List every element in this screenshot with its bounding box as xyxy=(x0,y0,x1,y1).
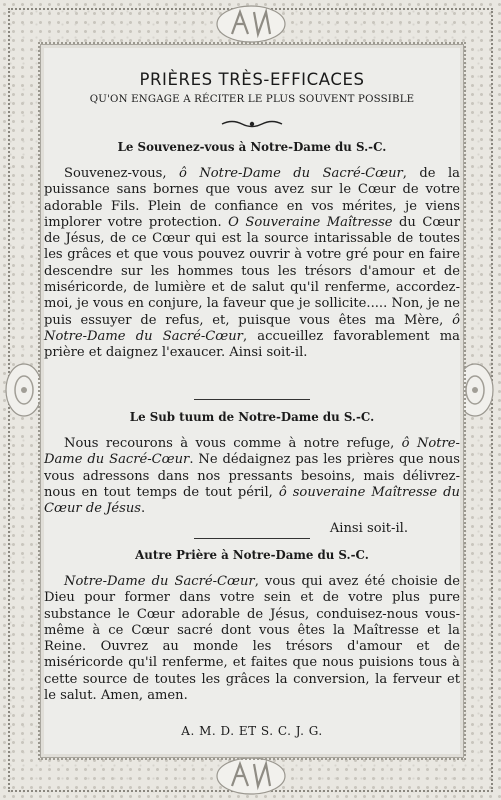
text-run: , accueillez favorablement ma prière et daignez l'exaucer. Ainsi soit-il. xyxy=(44,328,460,361)
section-divider xyxy=(194,399,310,400)
signature: A. M. D. ET S. C. J. G. xyxy=(181,724,323,738)
section1-heading: Le Souvenez-vous à Notre-Dame du S.-C. xyxy=(117,140,387,154)
scroll-ornament-icon xyxy=(220,118,284,130)
monogram-top-icon xyxy=(214,2,288,46)
text-run: ô Notre-Dame du Sacré-Cœur xyxy=(179,166,403,181)
section2-heading: Le Sub tuum de Notre-Dame du S.-C. xyxy=(129,410,375,424)
text-run: ô souveraine Maîtresse du Cœur de Jésus xyxy=(44,484,460,517)
text-run: , vous qui avez été choisie de Dieu pour former dans votre sein et de votre plus pure substance le Cœur adorable de Jésus, conduisez-nous vous-même à ce Cœur sacré dont vous êtes la Maîtresse et la Reine. Ouvrez au monde les trésors d'amour et de miséricorde qu'il renferme, et faites que nous puisions tous à cette source de toutes les grâces la conversion, la ferveur et le salut. Amen, amen. xyxy=(44,574,460,704)
section2-body xyxy=(44,436,460,517)
text-run: ô Notre-Dame du Sacré-Cœur xyxy=(44,436,460,468)
page-title: PRIÈRES TRÈS-EFFICACES xyxy=(139,70,365,89)
text-run: Notre-Dame du Sacré-Cœur xyxy=(64,574,255,589)
text-run: Souvenez-vous, xyxy=(64,166,179,181)
page-subtitle: QU'ON ENGAGE A RÉCITER LE PLUS SOUVENT POSSIBLE xyxy=(89,94,415,105)
text-run: du Cœur de Jésus, de ce Cœur qui est la source intarissable de toutes les grâces et que vous pouvez ouvrir à votre gré pour en faire descendre sur les hommes tous les trésors d'amour et de miséricorde, de lumière et de salut qu'il renferme, accordez-moi, je vous en conjure, la faveur que je sollicite..... Non, je ne puis essuyer de refus, et, puisque vous êtes ma Mère, xyxy=(44,214,461,328)
text-run: O Souveraine Maîtresse xyxy=(228,214,393,230)
section2-amen: Ainsi soit-il. xyxy=(329,521,408,536)
text-run: . Ne dédaignez pas les prières que nous vous adressons dans nos pressants besoins, mais délivrez-nous en tout temps de tout péril, xyxy=(44,452,460,500)
text-run: . xyxy=(140,501,146,517)
monogram-bottom-icon xyxy=(214,754,288,798)
text-run: ô Notre-Dame du Sacré-Cœur xyxy=(44,312,460,344)
text-run: , de la puissance sans bornes que vous avez sur le Cœur de votre adorable Fils. Plein de confiance en vos mérites, je viens implorer votre protection. xyxy=(44,166,460,230)
section3-body xyxy=(44,574,460,704)
section1-body xyxy=(44,166,460,362)
text-run: Nous recourons à vous comme à notre refuge, xyxy=(64,436,402,451)
section-divider xyxy=(194,538,310,539)
section3-heading: Autre Prière à Notre-Dame du S.-C. xyxy=(135,548,369,562)
